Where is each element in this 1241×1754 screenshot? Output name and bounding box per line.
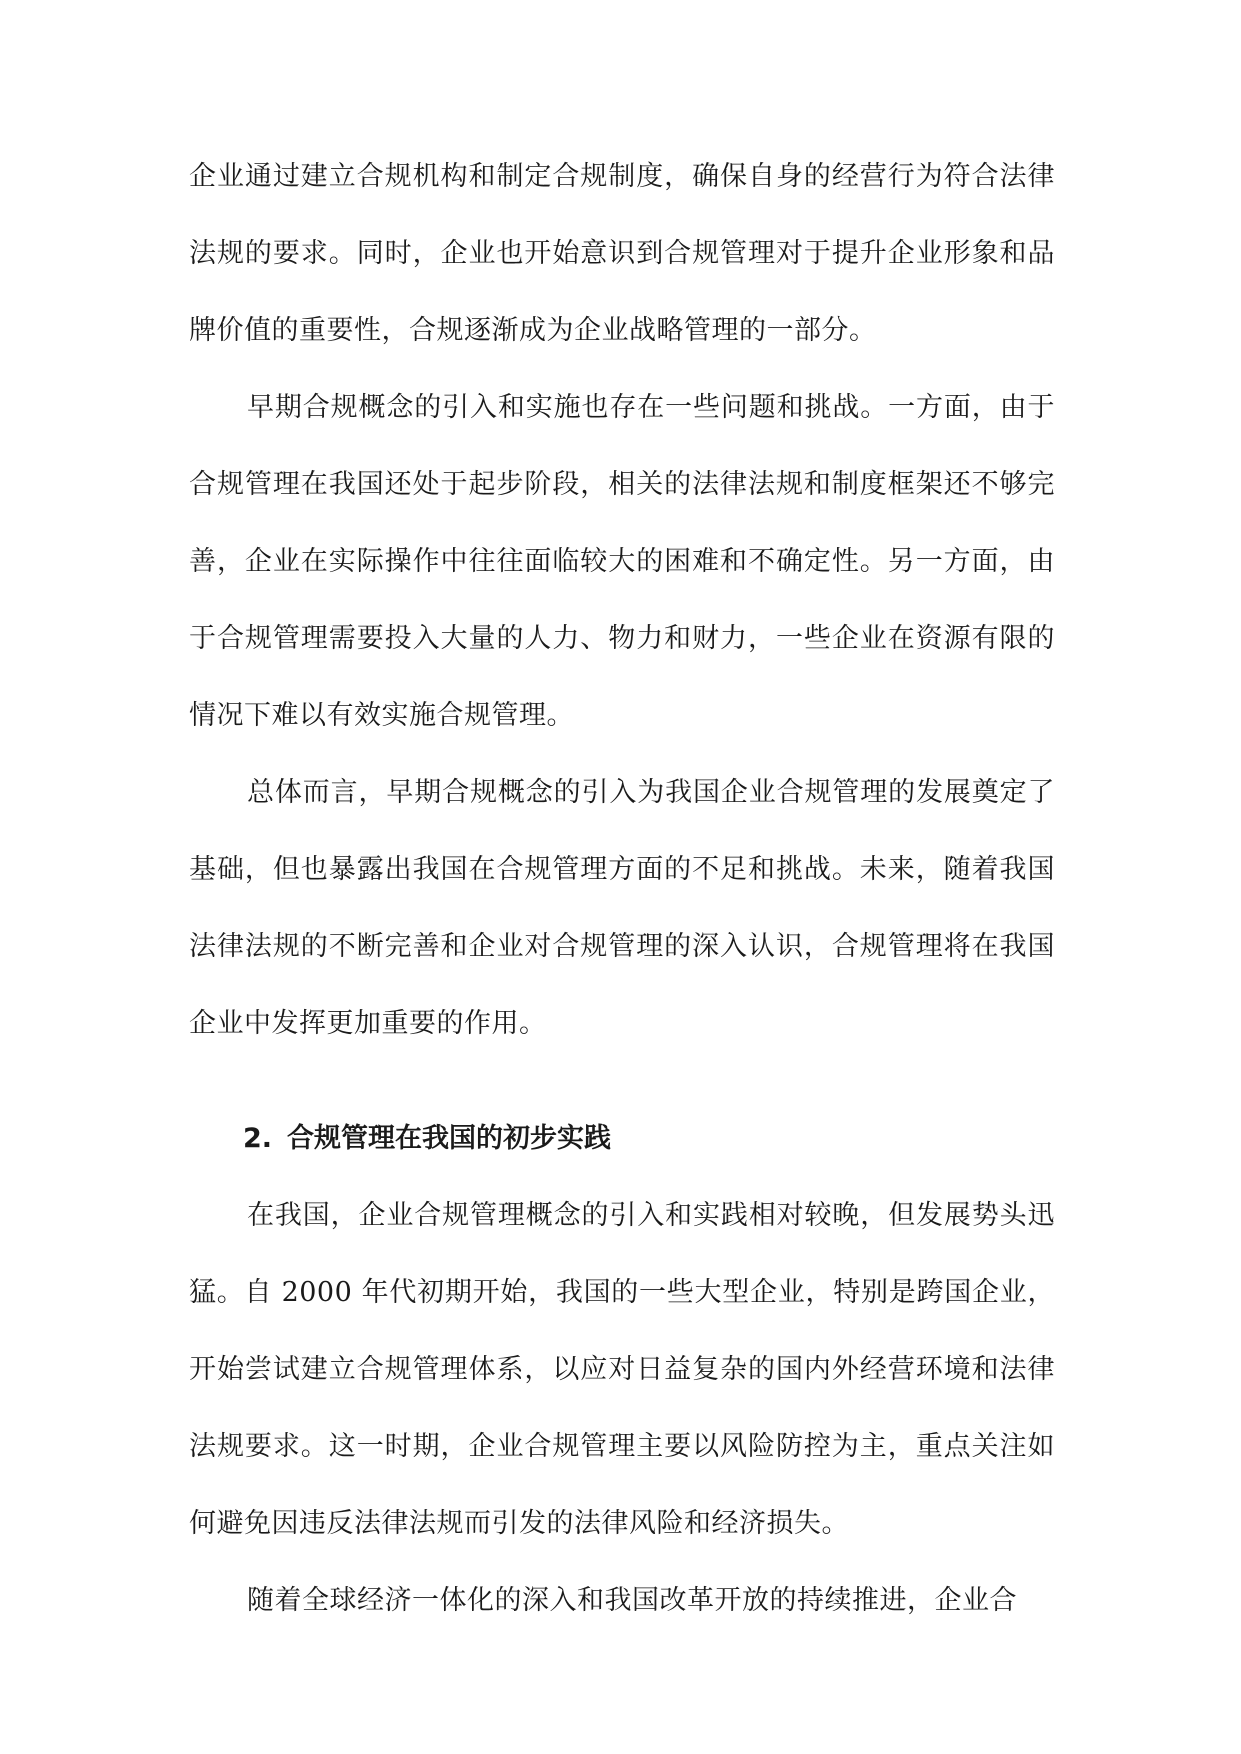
paragraph-3: 总体而言，早期合规概念的引入为我国企业合规管理的发展奠定了基础，但也暴露出我国在合规管理方面的不足和挑战。未来，随着我国法律法规的不断完善和企业对合规管理的深入认识，合规管理将在我国企业中发挥更加重要的作用。 xyxy=(189,777,1055,1039)
document-page xyxy=(189,138,1055,1639)
paragraph-5: 随着全球经济一体化的深入和我国改革开放的持续推进，企业合 xyxy=(247,1585,1017,1616)
section-number: 2. xyxy=(243,1123,273,1154)
section-title: 合规管理在我国的初步实践 xyxy=(287,1123,611,1154)
paragraph-4: 在我国，企业合规管理概念的引入和实践相对较晚，但发展势头迅猛。自 2000 年代初期开始，我国的一些大型企业，特别是跨国企业，开始尝试建立合规管理体系，以应对日益复杂的国内外经营环境和法律法规要求。这一时期，企业合规管理主要以风险防控为主，重点关注如何避免因违反法律法规而引发的法律风险和经济损失。 xyxy=(189,1200,1055,1539)
paragraph-1: 企业通过建立合规机构和制定合规制度，确保自身的经营行为符合法律法规的要求。同时，企业也开始意识到合规管理对于提升企业形象和品牌价值的重要性，合规逐渐成为企业战略管理的一部分。 xyxy=(189,161,1055,346)
section-heading xyxy=(189,1100,1055,1177)
paragraph-2: 早期合规概念的引入和实施也存在一些问题和挑战。一方面，由于合规管理在我国还处于起步阶段，相关的法律法规和制度框架还不够完善，企业在实际操作中往往面临较大的困难和不确定性。另一方面，由于合规管理需要投入大量的人力、物力和财力，一些企业在资源有限的情况下难以有效实施合规管理。 xyxy=(189,392,1055,731)
